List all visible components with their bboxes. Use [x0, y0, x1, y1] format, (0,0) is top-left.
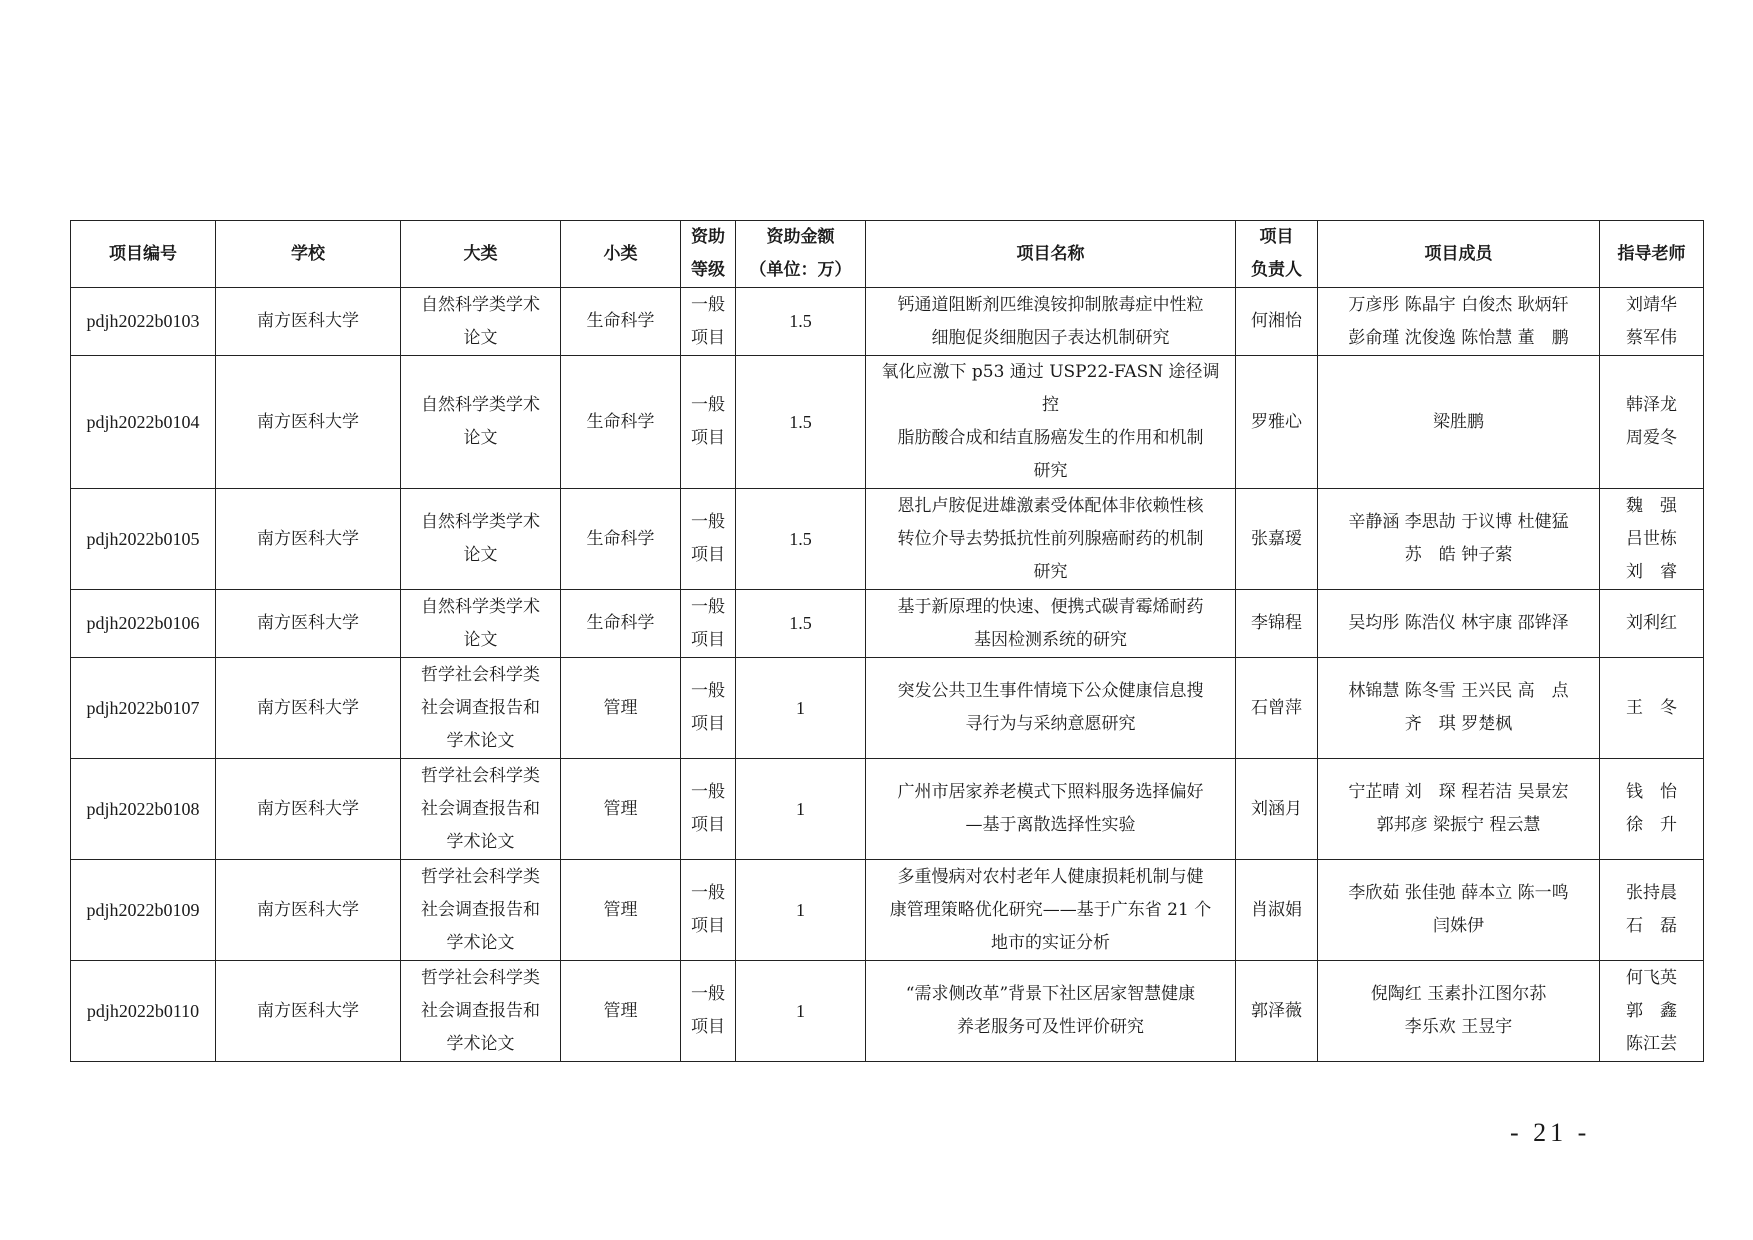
header-amount: 资助金额 （单位：万）	[736, 221, 866, 288]
cell-amount: 1	[736, 658, 866, 759]
header-name: 项目名称	[866, 221, 1236, 288]
header-school: 学校	[216, 221, 401, 288]
cell-amount: 1.5	[736, 356, 866, 489]
table-row	[71, 860, 1704, 961]
cell-leader: 罗雅心	[1236, 356, 1318, 489]
cell-level: 一般 项目	[681, 590, 736, 658]
cell-name: 多重慢病对农村老年人健康损耗机制与健 康管理策略优化研究——基于广东省 21 个 地市的实证分析	[866, 860, 1236, 961]
cell-code: pdjh2022b0109	[71, 860, 216, 961]
cell-level: 一般 项目	[681, 489, 736, 590]
cell-subcategory: 管理	[561, 658, 681, 759]
cell-category: 自然科学类学术 论文	[401, 489, 561, 590]
cell-category: 自然科学类学术 论文	[401, 356, 561, 489]
cell-category: 哲学社会科学类 社会调查报告和 学术论文	[401, 860, 561, 961]
cell-leader: 刘涵月	[1236, 759, 1318, 860]
cell-members: 万彦彤 陈晶宇 白俊杰 耿炳轩 彭俞瑾 沈俊逸 陈怡慧 董 鹏	[1318, 288, 1600, 356]
cell-category: 哲学社会科学类 社会调查报告和 学术论文	[401, 961, 561, 1062]
cell-code: pdjh2022b0105	[71, 489, 216, 590]
cell-leader: 张嘉瑷	[1236, 489, 1318, 590]
cell-amount: 1.5	[736, 489, 866, 590]
cell-name: “需求侧改革”背景下社区居家智慧健康 养老服务可及性评价研究	[866, 961, 1236, 1062]
cell-leader: 何湘怡	[1236, 288, 1318, 356]
cell-name: 广州市居家养老模式下照料服务选择偏好 —基于离散选择性实验	[866, 759, 1236, 860]
cell-name: 氧化应激下 p53 通过 USP22-FASN 途径调控 脂肪酸合成和结直肠癌发生的作用和机制 研究	[866, 356, 1236, 489]
cell-subcategory: 生命科学	[561, 356, 681, 489]
cell-code: pdjh2022b0110	[71, 961, 216, 1062]
cell-name: 恩扎卢胺促进雄激素受体配体非依赖性核 转位介导去势抵抗性前列腺癌耐药的机制 研究	[866, 489, 1236, 590]
cell-leader: 肖淑娟	[1236, 860, 1318, 961]
header-advisor: 指导老师	[1600, 221, 1704, 288]
cell-amount: 1.5	[736, 590, 866, 658]
cell-level: 一般 项目	[681, 356, 736, 489]
cell-subcategory: 生命科学	[561, 590, 681, 658]
cell-subcategory: 管理	[561, 860, 681, 961]
cell-amount: 1	[736, 860, 866, 961]
cell-school: 南方医科大学	[216, 961, 401, 1062]
cell-school: 南方医科大学	[216, 759, 401, 860]
cell-members: 李欣茹 张佳弛 薛本立 陈一鸣 闫姝伊	[1318, 860, 1600, 961]
cell-school: 南方医科大学	[216, 860, 401, 961]
cell-subcategory: 管理	[561, 961, 681, 1062]
cell-amount: 1.5	[736, 288, 866, 356]
cell-advisor: 钱 怡 徐 升	[1600, 759, 1704, 860]
cell-subcategory: 生命科学	[561, 288, 681, 356]
cell-level: 一般 项目	[681, 288, 736, 356]
table-row	[71, 759, 1704, 860]
cell-name: 突发公共卫生事件情境下公众健康信息搜 寻行为与采纳意愿研究	[866, 658, 1236, 759]
cell-members: 林锦慧 陈冬雪 王兴民 高 点 齐 琪 罗楚枫	[1318, 658, 1600, 759]
table-row	[71, 489, 1704, 590]
cell-advisor: 张持晨 石 磊	[1600, 860, 1704, 961]
cell-category: 哲学社会科学类 社会调查报告和 学术论文	[401, 658, 561, 759]
cell-code: pdjh2022b0106	[71, 590, 216, 658]
cell-advisor: 王 冬	[1600, 658, 1704, 759]
cell-advisor: 魏 强 吕世栋 刘 睿	[1600, 489, 1704, 590]
cell-members: 梁胜鹏	[1318, 356, 1600, 489]
cell-name: 钙通道阻断剂匹维溴铵抑制脓毒症中性粒 细胞促炎细胞因子表达机制研究	[866, 288, 1236, 356]
cell-advisor: 刘靖华 蔡军伟	[1600, 288, 1704, 356]
cell-members: 吴均彤 陈浩仪 林宇康 邵铧泽	[1318, 590, 1600, 658]
cell-code: pdjh2022b0108	[71, 759, 216, 860]
cell-leader: 石曾萍	[1236, 658, 1318, 759]
table-row	[71, 658, 1704, 759]
cell-level: 一般 项目	[681, 658, 736, 759]
cell-leader: 郭泽薇	[1236, 961, 1318, 1062]
cell-school: 南方医科大学	[216, 590, 401, 658]
header-members: 项目成员	[1318, 221, 1600, 288]
cell-school: 南方医科大学	[216, 658, 401, 759]
table-row	[71, 356, 1704, 489]
header-leader: 项目 负责人	[1236, 221, 1318, 288]
cell-amount: 1	[736, 759, 866, 860]
cell-school: 南方医科大学	[216, 489, 401, 590]
cell-category: 自然科学类学术 论文	[401, 590, 561, 658]
cell-members: 倪陶红 玉素扑江图尔荪 李乐欢 王昱宇	[1318, 961, 1600, 1062]
cell-school: 南方医科大学	[216, 356, 401, 489]
cell-advisor: 何飞英 郭 鑫 陈江芸	[1600, 961, 1704, 1062]
cell-level: 一般 项目	[681, 860, 736, 961]
cell-code: pdjh2022b0107	[71, 658, 216, 759]
cell-category: 自然科学类学术 论文	[401, 288, 561, 356]
cell-school: 南方医科大学	[216, 288, 401, 356]
cell-name: 基于新原理的快速、便携式碳青霉烯耐药 基因检测系统的研究	[866, 590, 1236, 658]
cell-code: pdjh2022b0103	[71, 288, 216, 356]
cell-level: 一般 项目	[681, 759, 736, 860]
table-row	[71, 288, 1704, 356]
cell-advisor: 韩泽龙 周爱冬	[1600, 356, 1704, 489]
page-number: - 21 -	[1510, 1118, 1591, 1147]
header-level: 资助 等级	[681, 221, 736, 288]
cell-code: pdjh2022b0104	[71, 356, 216, 489]
cell-members: 宁芷晴 刘 琛 程若洁 吴景宏 郭邦彦 梁振宁 程云慧	[1318, 759, 1600, 860]
header-subcategory: 小类	[561, 221, 681, 288]
cell-members: 辛静涵 李思劼 于议博 杜健猛 苏 皓 钟子萦	[1318, 489, 1600, 590]
header-row	[71, 221, 1704, 288]
table-row	[71, 590, 1704, 658]
cell-leader: 李锦程	[1236, 590, 1318, 658]
cell-level: 一般 项目	[681, 961, 736, 1062]
cell-amount: 1	[736, 961, 866, 1062]
cell-subcategory: 管理	[561, 759, 681, 860]
cell-advisor: 刘利红	[1600, 590, 1704, 658]
cell-category: 哲学社会科学类 社会调查报告和 学术论文	[401, 759, 561, 860]
header-code: 项目编号	[71, 221, 216, 288]
table-row	[71, 961, 1704, 1062]
project-table	[70, 220, 1704, 1062]
header-category: 大类	[401, 221, 561, 288]
cell-subcategory: 生命科学	[561, 489, 681, 590]
